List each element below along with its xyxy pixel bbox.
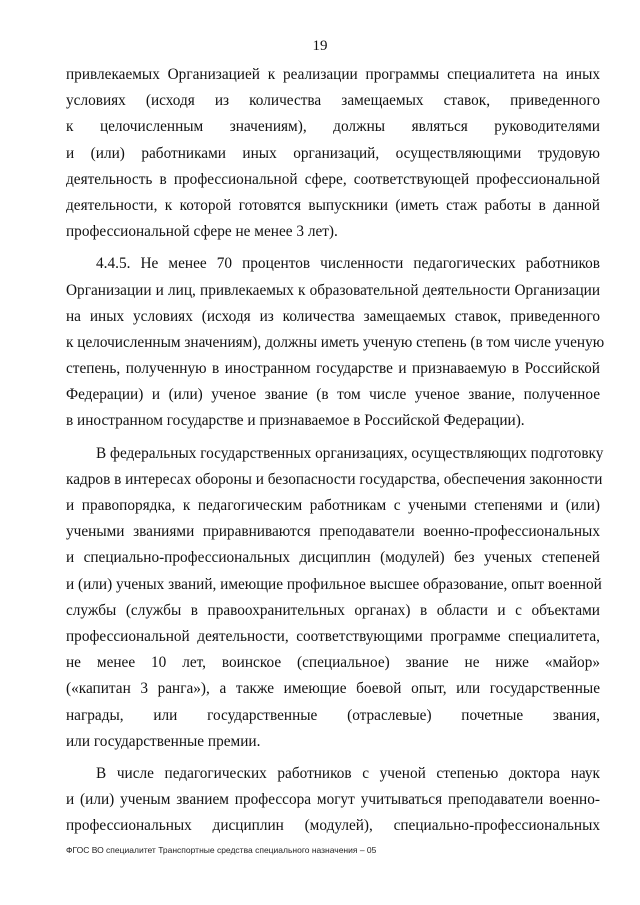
text-line: деятельности, к которой готовятся выпускники (иметь стаж работы в данной xyxy=(66,196,600,214)
paragraph xyxy=(66,761,600,840)
text-line: и (или) ученым званием профессора могут учитываться преподаватели военно- xyxy=(66,791,600,809)
text-line: к целочисленным значениям), должны иметь ученую степень (в том числе ученую xyxy=(66,333,605,351)
text-line: службы (службы в правоохранительных органах) в области и с объектами xyxy=(66,601,600,619)
text-line: условиях (исходя из количества замещаемых ставок, приведенного xyxy=(66,92,600,110)
text-line: профессиональной деятельности, соответствующими программе специалитета, xyxy=(66,627,600,645)
paragraph xyxy=(66,251,605,434)
text-line: награды, или государственные (отраслевые) почетные звания, xyxy=(66,706,600,724)
text-line: учеными званиями приравниваются преподаватели военно-профессиональных xyxy=(66,523,600,541)
text-line: или государственные премии. xyxy=(66,732,261,750)
text-line: и правопорядка, к педагогическим работникам с учеными степенями и (или) xyxy=(66,497,600,514)
page-number: 19 xyxy=(312,38,328,54)
text-line: степень, полученную в иностранном государстве и признаваемую в Российской xyxy=(66,360,600,378)
text-line: не менее 10 лет, воинское (специальное) звание не ниже «майор» xyxy=(66,654,600,672)
text-line: Организации и лиц, привлекаемых к образовательной деятельности Организации xyxy=(66,281,600,299)
paragraph xyxy=(66,441,604,755)
text-line: В федеральных государственных организациях, осуществляющих подготовку xyxy=(96,444,604,462)
text-line: В числе педагогических работников с ученой степенью доктора наук xyxy=(96,764,600,782)
text-line: деятельность в профессиональной сфере, соответствующей профессиональной xyxy=(66,170,600,188)
text-line: кадров в интересах обороны и безопасности государства, обеспечения законности xyxy=(66,470,603,488)
text-line: Федерации) и (или) ученое звание (в том числе ученое звание, полученное xyxy=(66,386,600,404)
document-footer: ФГОС ВО специалитет Транспортные средства специального назначения – 05 xyxy=(66,845,377,855)
text-line: на иных условиях (исходя из количества замещаемых ставок, приведенного xyxy=(66,307,600,325)
text-line: профессиональных дисциплин (модулей), специально-профессиональных xyxy=(66,817,600,835)
text-line: 4.4.5. Не менее 70 процентов численности педагогических работников xyxy=(96,255,600,273)
text-line: и (или) работниками иных организаций, осуществляющими трудовую xyxy=(66,144,600,162)
text-line: привлекаемых Организацией к реализации программы специалитета на иных xyxy=(66,66,600,83)
text-line: к целочисленным значениям), должны являться руководителями xyxy=(66,118,600,136)
text-line: в иностранном государстве и признаваемое в Российской Федерации). xyxy=(66,412,525,430)
text-line: и специально-профессиональных дисциплин (модулей) без ученых степеней xyxy=(66,549,600,567)
document-body xyxy=(66,62,605,845)
text-line: профессиональной сфере не менее 3 лет). xyxy=(66,223,338,241)
text-line: («капитан 3 ранга»), а также имеющие боевой опыт, или государственные xyxy=(66,680,600,698)
text-line: и (или) ученых званий, имеющие профильное высшее образование, опыт военной xyxy=(66,575,602,593)
paragraph xyxy=(66,62,600,245)
